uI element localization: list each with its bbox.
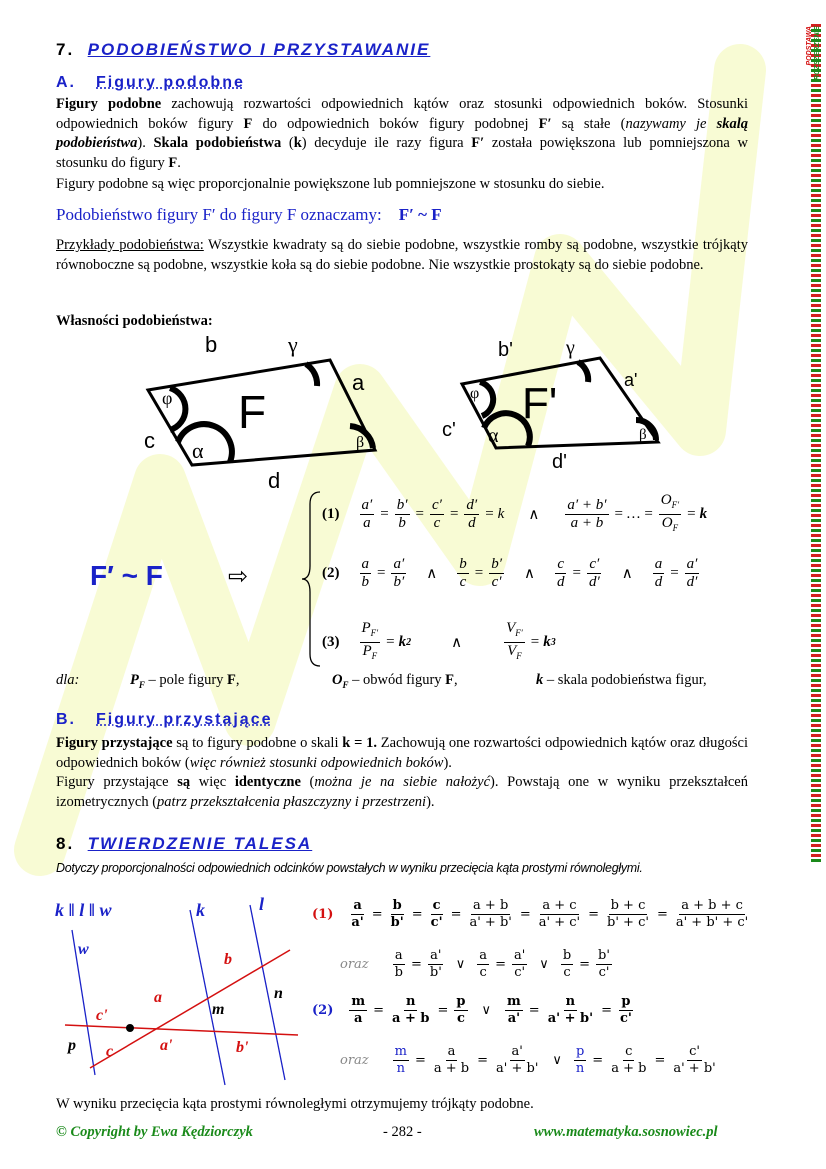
implies-arrow: ⇨	[228, 564, 249, 590]
fig-f2-side-c: c'	[442, 419, 456, 441]
fig-f2-gamma: γ	[566, 337, 575, 359]
sub-b-heading: B. Figury przystające	[56, 711, 273, 728]
fig-f2-alpha: α	[488, 425, 499, 447]
sub-a-heading: A. Figury podobne	[56, 74, 245, 91]
side-label-basic: PODSTAWA	[806, 26, 813, 66]
seg-n: n	[274, 985, 283, 1002]
seg-b: b	[224, 951, 232, 968]
fig-f-side-c: c	[144, 428, 155, 453]
line-w: w	[78, 941, 89, 958]
section-7-title: PODOBIEŃSTWO I PRZYSTAWANIE	[87, 40, 431, 59]
legend-dla: dla: $P_F$ – pole figury F, $O_F$ – obwód figury F, k – skala podobieństwa figur,	[56, 672, 707, 690]
formula-brace	[300, 490, 324, 668]
formula-1: (1) $\frac{a'}{a}$ = $\frac{b'}{b}$ = $\frac{c'}{c}$ = $\frac{d'}{d}$ = k ∧ $\frac{a' + b'}{a + b}$ = … = $\frac{O_{F'}}{O_F}$ = k	[322, 492, 708, 533]
side-label-extended: ROZSZERZENIE	[814, 26, 821, 81]
tales-conclusion: W wyniku przecięcia kąta prostymi równoległymi otrzymujemy trójkąty podobne.	[56, 1096, 534, 1112]
paragraph-similar-2: Figury podobne są więc proporcjonalnie powiększone lub pomniejszone w stosunku do siebie.	[56, 176, 605, 192]
tales-formula-1-oraz: oraz $\frac{a}{b}$ = $\frac{a'}{b'}$ ∨ $\frac{a}{c}$ = $\frac{a'}{c'}$ ∨ $\frac{b}{c}$ = $\frac{b'}{c'}$	[340, 948, 610, 980]
tales-figure	[50, 890, 310, 1090]
seg-c-prime: c'	[96, 1007, 108, 1024]
fig-f-side-a: a	[352, 370, 365, 395]
paragraph-similar: Figury podobne zachowują rozwartości odpowiednich kątów oraz stosunki odpowiednich boków. Stosunki odpowiednich boków figury F do odpowiednich boków figury podobnej F′ są stałe (nazywamy je skalą podobieństwa). Skala podobieństwa (k) decyduje ile razy figura F′ została powiększona lub pomniejszona w stosunku do figury F.	[56, 96, 748, 171]
fig-f2-label: F'	[522, 379, 558, 428]
fig-f-alpha: α	[192, 438, 204, 463]
properties-label: Własności podobieństwa:	[56, 313, 213, 329]
fig-f-side-b: b	[205, 332, 218, 357]
seg-m: m	[212, 1001, 225, 1018]
footer-url[interactable]: www.matematyka.sosnowiec.pl	[534, 1124, 718, 1140]
seg-a: a	[154, 989, 162, 1006]
tales-intro: Dotyczy proporcjonalności odpowiednich odcinków powstałych w wyniku przecięcia kąta prostymi równoległymi.	[56, 861, 643, 875]
fig-f2-beta: β	[639, 427, 647, 443]
paragraph-congruent: Figury przystające są to figury podobne o skali k = 1. Zachowują one rozwartości odpowiednich kątów oraz długości odpowiednich boków (więc również stosunki odpowiednich boków).	[56, 735, 748, 771]
parallel-label: k ǁ l ǁ w	[55, 900, 112, 920]
seg-p: p	[68, 1037, 76, 1054]
big-similarity: F′ ~ F	[90, 560, 163, 591]
fig-f-beta: β	[356, 434, 365, 451]
tales-formula-2: (2) $\frac{m}{a}$ = $\frac{n}{a + b}$ = $\frac{p}{c}$ ∨ $\frac{m}{a'}$ = $\frac{n}{a' + b'}$ = $\frac{p}{c'}$	[312, 994, 632, 1026]
line-l: l	[259, 894, 265, 914]
seg-b-prime: b'	[236, 1039, 249, 1056]
footer-copyright: © Copyright by Ewa Kędziorczyk	[56, 1124, 253, 1140]
footer-page-number: - 282 -	[383, 1124, 422, 1140]
figure-f-prime	[440, 330, 680, 480]
paragraph-congruent-2: Figury przystające są więc identyczne (można je na siebie nałożyć). Powstają one w wyniku przekształceń izometrycznych (patrz przekształcenia płaszczyzny i przestrzeni).	[56, 774, 748, 810]
fig-f-gamma: γ	[288, 332, 298, 357]
seg-a-prime: a'	[160, 1037, 173, 1054]
fig-f-side-d: d	[268, 468, 281, 493]
fig-f2-side-b: b'	[498, 339, 513, 361]
fig-f2-side-d: d'	[552, 451, 567, 473]
examples-paragraph: Przykłady podobieństwa: Wszystkie kwadraty są do siebie podobne, wszystkie romby są podobne, wszystkie trójkąty równoboczne są podobne, wszystkie koła są do siebie podobne. Nie wszystkie prostokąty są do siebie podobne.	[56, 237, 748, 273]
side-stripe	[811, 24, 821, 864]
fig-f-phi: φ	[162, 388, 173, 408]
section-7-heading: 7. PODOBIEŃSTWO I PRZYSTAWANIE	[56, 40, 431, 59]
tales-formula-1: (1) $\frac{a}{a'}$ = $\frac{b}{b'}$ = $\frac{c}{c'}$ = $\frac{a + b}{a' + b'}$ = $\frac{a + c}{a' + c'}$ = $\frac{b + c}{b' + c'}$ = $\frac{a + b + c}{a' + b' + c'}$	[312, 898, 749, 930]
fig-f2-side-a: a'	[624, 370, 638, 390]
tales-formula-2-oraz: oraz $\frac{m}{n}$ = $\frac{a}{a + b}$ = $\frac{a'}{a' + b'}$ ∨ $\frac{p}{n}$ = $\frac{c}{a + b}$ = $\frac{c'}{a' + b'}$	[340, 1044, 716, 1076]
fig-f2-phi: φ	[470, 385, 480, 402]
notation-line: Podobieństwo figury F′ do figury F oznaczamy: F′ ~ F	[56, 205, 442, 224]
section-8-title: TWIERDZENIE TALESA	[87, 834, 313, 853]
section-8-heading: 8. TWIERDZENIE TALESA	[56, 834, 313, 853]
formula-3: (3) $\frac{P_{F'}}{P_F}$ = k 2 ∧ $\frac{V_{F'}}{V_F}$ = k 3	[322, 620, 556, 661]
seg-c: c	[106, 1043, 114, 1060]
figure-f	[130, 330, 400, 500]
formula-2: (2) $\frac{a}{b}$ = $\frac{a'}{b'}$ ∧ $\frac{b}{c}$ = $\frac{b'}{c'}$ ∧ $\frac{c}{d}$ = $\frac{c'}{d'}$ ∧ $\frac{a}{d}$ = $\frac{a'}{d'}$	[322, 556, 698, 590]
fig-f-label: F	[238, 386, 267, 438]
line-k: k	[196, 900, 205, 920]
